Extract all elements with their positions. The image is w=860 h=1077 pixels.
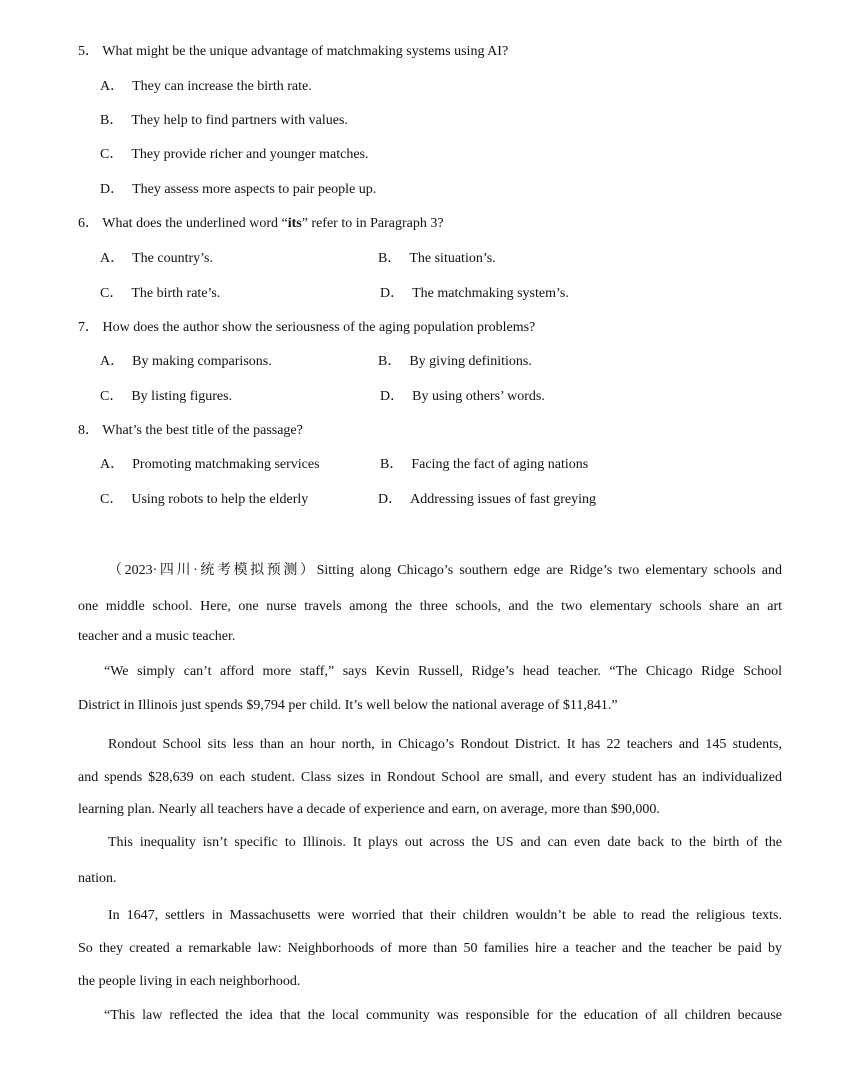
passage-paragraph-1-line-2: one middle school. Here, one nurse travels among the three schools, and the two elementary schools share an art [78,599,782,614]
question-5-option-a[interactable] [100,78,312,96]
option-text: Promoting matchmaking services [132,457,320,472]
option-letter: D． [378,492,403,507]
option-text: They provide richer and younger matches. [131,147,369,162]
option-letter: C． [100,492,124,507]
option-letter: B． [380,457,404,472]
option-text: The matchmaking system’s. [412,286,569,301]
passage-paragraph-1-line-1 [78,562,782,580]
question-6-option-d[interactable] [380,285,569,303]
question-5-stem [78,43,508,61]
question-5-option-c[interactable] [100,146,368,164]
passage-source: （2023·四川·统考模拟预测） [108,563,317,578]
option-letter: A． [100,354,125,369]
option-text: They assess more aspects to pair people up. [132,182,377,197]
option-letter: D． [100,182,125,197]
passage-text: Sitting along Chicago’s southern edge are Ridge’s two elementary schools and [316,563,782,578]
question-8-option-b[interactable] [380,456,588,474]
question-number: 8． [78,423,99,438]
option-text: The situation’s. [409,251,496,266]
question-number: 6． [78,216,99,231]
question-8-stem [78,422,303,440]
passage-paragraph-1-line-3: teacher and a music teacher. [78,629,236,644]
passage-paragraph-2-line-2: District in Illinois just spends $9,794 per child. It’s well below the national average of $11,841.” [78,698,618,713]
option-letter: B． [378,354,402,369]
question-text: How does the author show the seriousness of the aging population problems? [102,320,536,335]
question-8-option-a[interactable] [100,456,320,474]
question-number: 7． [78,320,99,335]
underlined-word: its [287,216,302,231]
option-letter: D． [380,389,405,404]
option-letter: B． [378,251,402,266]
question-number: 5． [78,44,99,59]
passage-paragraph-4-line-1: This inequality isn’t specific to Illinois. It plays out across the US and can even date back to the birth of the [108,835,782,850]
option-text: The country’s. [132,251,213,266]
option-text: By giving definitions. [409,354,532,369]
stem-text-before: What does the underlined word “ [102,216,288,231]
passage-paragraph-6-line-1: “This law reflected the idea that the local community was responsible for the education of all children because [104,1008,782,1023]
passage-paragraph-4-line-2: nation. [78,871,117,886]
question-6-option-c[interactable] [100,285,220,303]
passage-paragraph-5-line-2: So they created a remarkable law: Neighborhoods of more than 50 families hire a teacher and the teacher be paid by [78,941,782,956]
option-letter: A． [100,457,125,472]
question-text: What’s the best title of the passage? [102,423,303,438]
question-text: What might be the unique advantage of matchmaking systems using AI? [102,44,509,59]
option-text: The birth rate’s. [131,286,221,301]
option-text: They help to find partners with values. [131,113,348,128]
option-letter: A． [100,251,125,266]
option-text: Using robots to help the elderly [131,492,309,507]
option-text: They can increase the birth rate. [132,79,312,94]
option-letter: B． [100,113,124,128]
question-6-stem [78,215,444,233]
passage-paragraph-3-line-2: and spends $28,639 on each student. Class sizes in Rondout School are small, and every student has an individualized [78,770,782,785]
option-text: Addressing issues of fast greying [410,492,596,507]
passage-paragraph-2-line-1: “We simply can’t afford more staff,” says Kevin Russell, Ridge’s head teacher. “The Chicago Ridge School [104,664,782,679]
question-7-option-d[interactable] [380,388,545,406]
stem-text-after: ” refer to in Paragraph 3? [301,216,444,231]
option-text: Facing the fact of aging nations [411,457,589,472]
question-5-option-d[interactable] [100,181,376,199]
question-8-option-d[interactable] [378,491,596,509]
passage-paragraph-5-line-1: In 1647, settlers in Massachusetts were worried that their children wouldn’t be able to read the religious texts. [108,908,782,923]
question-7-option-b[interactable] [378,353,532,371]
option-letter: C． [100,389,124,404]
question-8-option-c[interactable] [100,491,308,509]
passage-paragraph-3-line-3: learning plan. Nearly all teachers have a decade of experience and earn, on average, more than $90,000. [78,802,660,817]
question-text [102,216,443,231]
passage-paragraph-5-line-3: the people living in each neighborhood. [78,974,301,989]
question-6-option-b[interactable] [378,250,496,268]
option-letter: C． [100,147,124,162]
question-7-option-a[interactable] [100,353,272,371]
question-5-option-b[interactable] [100,112,348,130]
option-text: By using others’ words. [412,389,545,404]
question-7-option-c[interactable] [100,388,232,406]
option-text: By listing figures. [131,389,233,404]
passage-paragraph-3-line-1: Rondout School sits less than an hour north, in Chicago’s Rondout District. It has 22 teachers and 145 students, [108,737,782,752]
option-text: By making comparisons. [132,354,272,369]
question-7-stem [78,319,535,337]
question-6-option-a[interactable] [100,250,213,268]
option-letter: A． [100,79,125,94]
option-letter: D． [380,286,405,301]
option-letter: C． [100,286,124,301]
